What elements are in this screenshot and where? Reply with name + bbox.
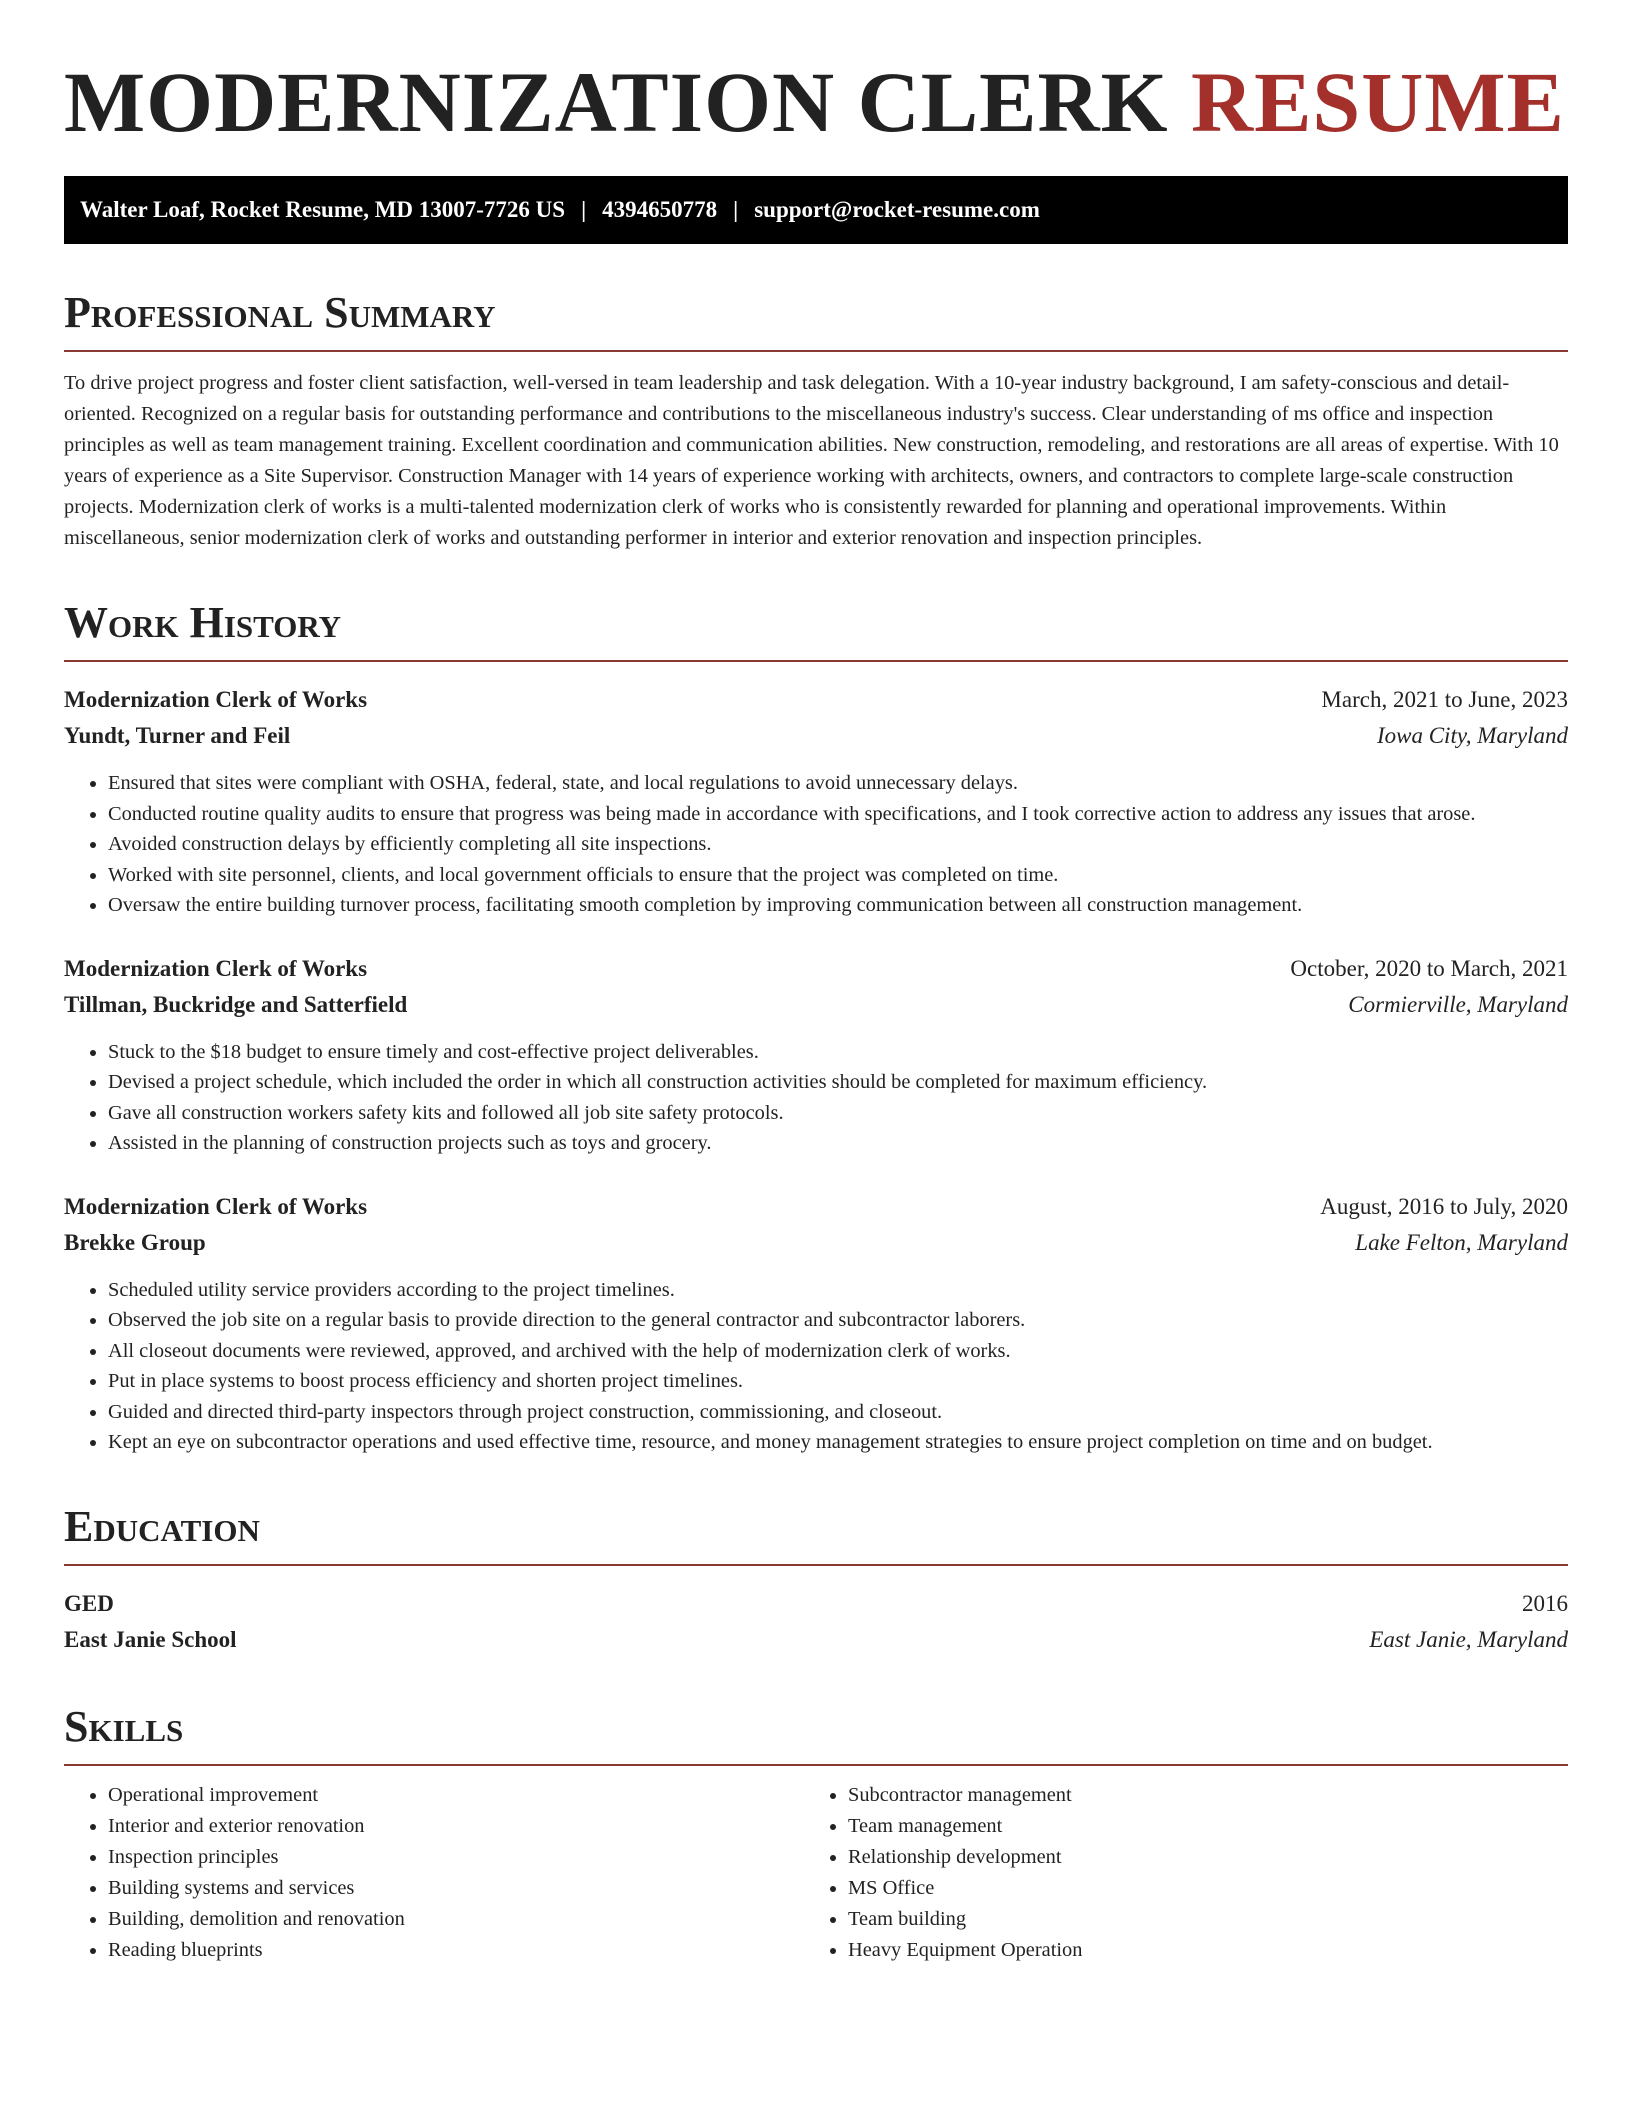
list-item: • All closeout documents were reviewed, approved, and archived with the help of modernization clerk of works. [108, 1336, 1568, 1367]
section-divider [64, 660, 1568, 662]
list-item: • Assisted in the planning of construction projects such as toys and grocery. [108, 1128, 1568, 1159]
list-item: • Team management [848, 1811, 1544, 1842]
education-heading: Education [64, 1501, 260, 1551]
title-accent: RESUME [1190, 54, 1565, 150]
job-title: Modernization Clerk of Works [64, 687, 368, 712]
summary-text: To drive project progress and foster client satisfaction, well-versed in team leadership and task delegation. With a 10-year industry background, I am safety-conscious and detail-oriented. Recognized on a regular basis for outstanding performance and contributions to the miscellaneous industry's success. Clear understanding of ms office and inspection principles as well as team management training. Excellent coordination and communication abilities. New construction, remodeling, and restorations are all areas of expertise. With 10 years of experience as a Site Supervisor. Construction Manager with 14 years of experience working with architects, owners, and contractors to complete large-scale construction projects. Modernization clerk of works is a multi-talented modernization clerk of works who is consistently rewarded for planning and operational improvements. Within miscellaneous, senior modernization clerk of works and outstanding performer in interior and exterior renovation and inspection principles. [64, 372, 1559, 549]
contact-bar [64, 176, 1568, 244]
list-item: • Put in place systems to boost process efficiency and shorten project timelines. [108, 1366, 1568, 1397]
list-item: • Subcontractor management [848, 1780, 1544, 1811]
list-item: • Kept an eye on subcontractor operations and used effective time, resource, and money management strategies to ensure project completion on time and on budget. [108, 1427, 1568, 1458]
job-company-row [64, 987, 1568, 1023]
section-divider [64, 1764, 1568, 1766]
job-company: Brekke Group [64, 1229, 206, 1255]
education-header-row [64, 1586, 1568, 1622]
list-item: • Worked with site personnel, clients, and local government officials to ensure that the project was completed on time. [108, 860, 1568, 891]
job-company: Tillman, Buckridge and Satterfield [64, 991, 408, 1017]
job-bullets [64, 1037, 1568, 1159]
job-company-row [64, 718, 1568, 754]
section-divider [64, 1564, 1568, 1566]
job-dates: March, 2021 to June, 2023 [1321, 687, 1568, 712]
skills-list-right [804, 1780, 1544, 1966]
summary-heading: Professional Summary [64, 288, 496, 337]
list-item: • Relationship development [848, 1842, 1544, 1873]
education-entry [64, 1586, 1568, 1658]
job-header-row [64, 1189, 1568, 1225]
job-bullets [64, 1275, 1568, 1458]
list-item: • Oversaw the entire building turnover process, facilitating smooth completion by improving communication between all construction management. [108, 890, 1568, 921]
job-company: Yundt, Turner and Feil [64, 723, 291, 748]
list-item: • Gave all construction workers safety kits and followed all job site safety protocols. [108, 1098, 1568, 1129]
skills-columns [64, 1780, 1568, 1966]
list-item: • Observed the job site on a regular basis to provide direction to the general contractor and subcontractor laborers. [108, 1305, 1568, 1336]
job-header-row [64, 951, 1568, 987]
job-location: Iowa City, Maryland [1376, 723, 1568, 748]
list-item: • Interior and exterior renovation [108, 1811, 804, 1842]
contact-email: support@rocket-resume.com [754, 197, 1040, 222]
list-item: • Conducted routine quality audits to ensure that progress was being made in accordance with specifications, and I took corrective action to address any issues that arose. [108, 799, 1568, 830]
job-entry [64, 682, 1568, 921]
skills-list-left [64, 1780, 804, 1966]
skills-heading: Skills [64, 1701, 184, 1751]
job-title: Modernization Clerk of Works [64, 955, 368, 981]
job-entry [64, 951, 1568, 1159]
list-item: • Avoided construction delays by efficiently completing all site inspections. [108, 829, 1568, 860]
job-entry [64, 1189, 1568, 1458]
job-bullets [64, 768, 1568, 921]
list-item: • Heavy Equipment Operation [848, 1935, 1544, 1966]
job-dates: August, 2016 to July, 2020 [1320, 1193, 1568, 1219]
list-item: • Building systems and services [108, 1873, 804, 1904]
education-location: East Janie, Maryland [1369, 1626, 1568, 1652]
contact-phone: 4394650778 [602, 197, 718, 222]
title-main: MODERNIZATION CLERK [64, 54, 1169, 150]
job-title: Modernization Clerk of Works [64, 1193, 368, 1219]
list-item: • Stuck to the $18 budget to ensure timely and cost-effective project deliverables. [108, 1037, 1568, 1068]
list-item: • Scheduled utility service providers according to the project timelines. [108, 1275, 1568, 1306]
job-location: Lake Felton, Maryland [1355, 1229, 1568, 1255]
list-item: • Operational improvement [108, 1780, 804, 1811]
resume-title [64, 52, 1568, 152]
education-degree: GED [64, 1590, 114, 1616]
list-item: • MS Office [848, 1873, 1544, 1904]
list-item: • Guided and directed third-party inspectors through project construction, commissioning, and closeout. [108, 1397, 1568, 1428]
education-school-row [64, 1622, 1568, 1658]
job-location: Cormierville, Maryland [1348, 991, 1568, 1017]
contact-address: Walter Loaf, Rocket Resume, MD 13007-7726 US [80, 197, 566, 222]
list-item: • Inspection principles [108, 1842, 804, 1873]
list-item: • Reading blueprints [108, 1935, 804, 1966]
contact-separator: | [581, 197, 587, 222]
section-divider [64, 350, 1568, 352]
work-history-heading: Work History [64, 598, 342, 647]
job-header-row [64, 682, 1568, 718]
education-school: East Janie School [64, 1626, 237, 1652]
contact-separator: | [733, 197, 739, 222]
job-dates: October, 2020 to March, 2021 [1290, 955, 1568, 981]
list-item: • Devised a project schedule, which included the order in which all construction activities should be completed for maximum efficiency. [108, 1067, 1568, 1098]
list-item: • Ensured that sites were compliant with OSHA, federal, state, and local regulations to avoid unnecessary delays. [108, 768, 1568, 799]
job-company-row [64, 1225, 1568, 1261]
list-item: • Team building [848, 1904, 1544, 1935]
education-year: 2016 [1522, 1590, 1568, 1616]
list-item: • Building, demolition and renovation [108, 1904, 804, 1935]
